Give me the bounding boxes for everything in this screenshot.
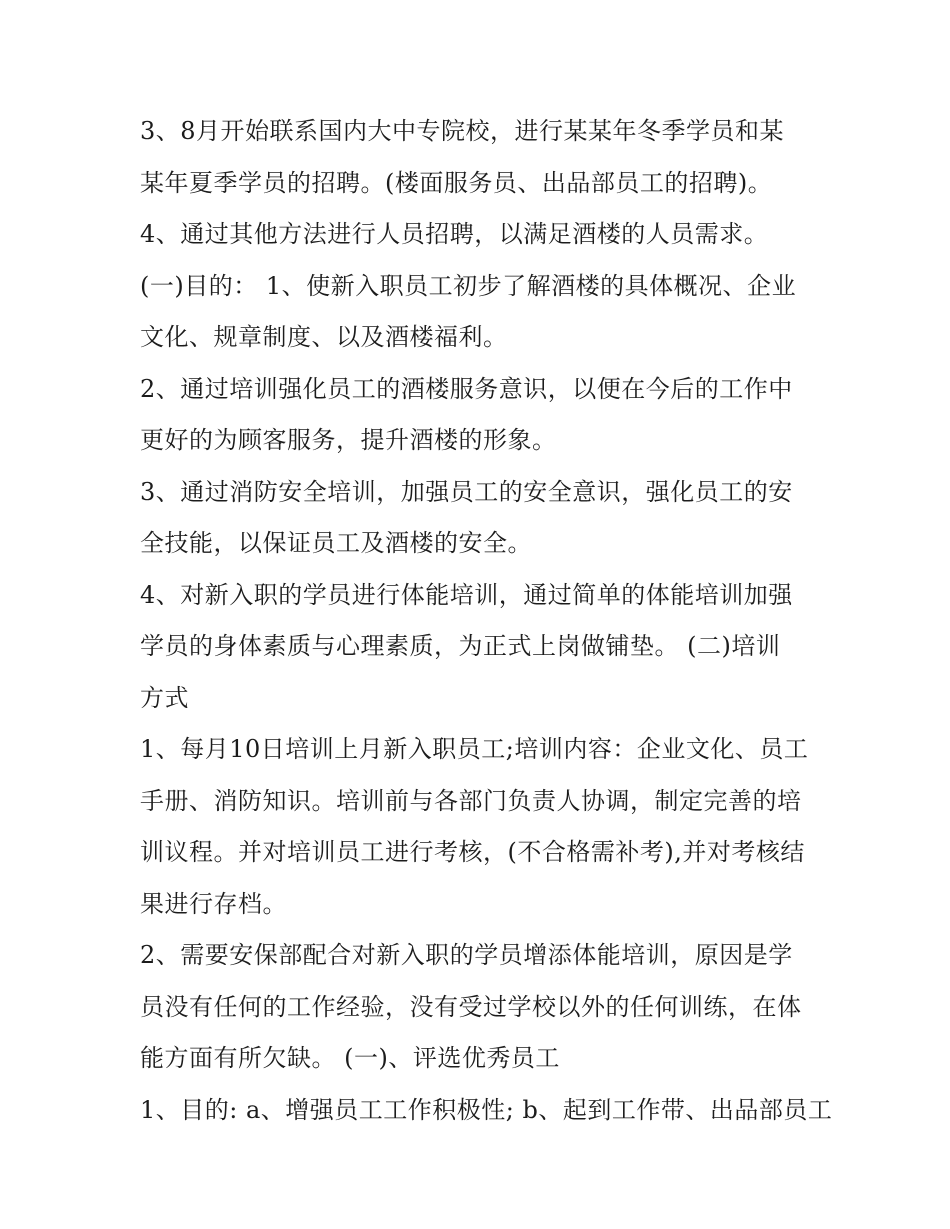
text-line: (一)目的： 1、使新入职员工初步了解酒楼的具体概况、企业 xyxy=(140,271,797,300)
text-line: 某年夏季学员的招聘。(楼面服务员、出品部员工的招聘)。 xyxy=(140,168,773,197)
text-line: 训议程。并对培训员工进行考核，(不合格需补考),并对考核结 xyxy=(140,838,805,866)
text-line: 4、对新入职的学员进行体能培训，通过简单的体能培训加强 xyxy=(140,580,793,609)
text-line: 全技能，以保证员工及酒楼的安全。 xyxy=(140,529,532,557)
text-line: 2、通过培训强化员工的酒楼服务意识，以便在今后的工作中 xyxy=(140,374,793,403)
text-line: 学员的身体素质与心理素质，为正式上岗做铺垫。 (二)培训 xyxy=(140,632,781,660)
text-line: 4、通过其他方法进行人员招聘，以满足酒楼的人员需求。 xyxy=(140,220,769,248)
text-line: 3、8月开始联系国内大中专院校，进行某某年冬季学员和某 xyxy=(140,117,785,145)
text-line: 2、需要安保部配合对新入职的学员增添体能培训，原因是学 xyxy=(140,941,793,969)
text-line: 员没有任何的工作经验，没有受过学校以外的任何训练，在体 xyxy=(140,992,802,1021)
text-line: 文化、规章制度、以及酒楼福利。 xyxy=(140,323,508,351)
text-line: 能方面有所欠缺。 (一)、评选优秀员工 xyxy=(140,1044,560,1072)
text-line: 1、目的: a、增强员工工作积极性; b、起到工作带、出品部员工 xyxy=(140,1095,833,1124)
document-body xyxy=(140,106,833,1136)
text-line: 更好的为顾客服务，提升酒楼的形象。 xyxy=(140,426,557,454)
text-line: 方式 xyxy=(140,683,189,712)
text-line: 手册、消防知识。培训前与各部门负责人协调，制定完善的培 xyxy=(140,786,802,815)
text-line: 果进行存档。 xyxy=(140,889,287,918)
text-line: 1、每月10日培训上月新入职员工;培训内容：企业文化、员工 xyxy=(140,735,809,763)
text-line: 3、通过消防安全培训，加强员工的安全意识，强化员工的安 xyxy=(140,477,793,506)
